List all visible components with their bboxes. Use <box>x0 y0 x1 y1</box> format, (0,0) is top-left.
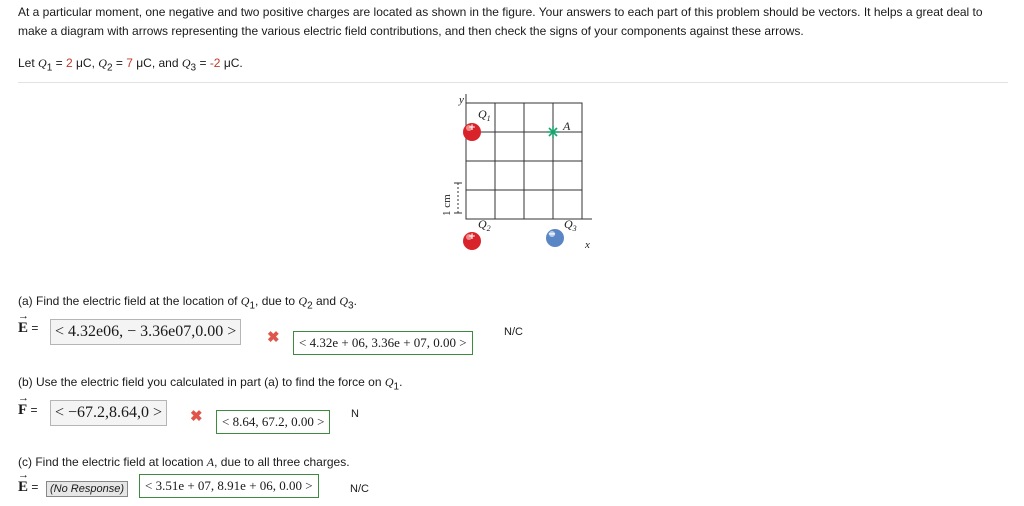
divider <box>18 82 1008 83</box>
q3-symbol: Q <box>181 56 191 70</box>
q2-value: 7 <box>126 56 133 70</box>
q1-symbol: Q <box>38 56 47 70</box>
part-b-answer-field[interactable]: < −67.2,8.64,0 > <box>50 400 167 426</box>
point-a-marker-icon <box>547 126 559 138</box>
q-sub: 3 <box>348 300 354 312</box>
scale-label: 1 cm <box>441 194 453 216</box>
part-b-unit: N <box>351 408 359 420</box>
part-a-text: . <box>353 294 357 308</box>
part-a-text: (a) Find the electric field at the location of <box>18 294 238 308</box>
q3-sub: 3 <box>190 62 197 74</box>
part-c-answer-field[interactable]: (No Response) <box>46 481 128 497</box>
q3-label: $Q_3$ <box>564 217 577 233</box>
eq-sign: = <box>55 56 63 70</box>
eq-sign: = <box>30 403 38 417</box>
e-vector-symbol: → E <box>18 310 29 336</box>
part-c-question <box>18 455 350 470</box>
plus-sign: + <box>468 123 476 133</box>
point-a-label: A <box>563 119 571 133</box>
q-symbol: Q <box>339 294 349 308</box>
q2-positive-charge-icon <box>463 232 481 250</box>
part-c-unit: N/C <box>350 483 369 495</box>
eq-sign: = <box>31 321 39 335</box>
q-sub: 1 <box>393 381 400 393</box>
part-a-unit: N/C <box>504 326 523 338</box>
q3-negative-charge-icon <box>546 229 564 247</box>
x-axis-label: x <box>585 239 590 251</box>
q2-unit: μC <box>136 56 152 70</box>
q1-unit: μC <box>76 56 92 70</box>
q2-sub: 2 <box>106 62 113 74</box>
q1-positive-charge-icon <box>463 123 481 141</box>
q3-unit: μC <box>223 56 240 70</box>
y-axis-label: y <box>459 94 464 106</box>
q2-symbol: Q <box>98 56 107 70</box>
q-symbol: Q <box>298 294 308 308</box>
q1-sub: 1 <box>46 62 53 74</box>
charge-grid-figure <box>430 88 610 258</box>
part-a-answer-field[interactable]: < 4.32e06, − 3.36e07,0.00 > <box>50 319 241 345</box>
q2-label: $Q_2$ <box>478 217 491 233</box>
q-sub: 1 <box>249 300 256 312</box>
given-prefix: Let <box>18 56 35 70</box>
q3-value: -2 <box>209 56 221 70</box>
part-c-correct-answer: < 3.51e + 07, 8.91e + 06, 0.00 > <box>139 474 319 498</box>
eq-sign: = <box>31 480 39 494</box>
f-vector-symbol: → F <box>18 392 29 418</box>
e-vector-symbol: → E <box>18 469 29 495</box>
q1-label: $Q_1$ <box>478 107 491 123</box>
plus-sign: + <box>468 232 476 242</box>
part-b-text: . <box>399 375 403 389</box>
part-a-question <box>18 294 357 311</box>
and-word: and <box>158 56 179 70</box>
eq-sign: = <box>199 56 207 70</box>
part-c-text: (c) Find the electric field at location <box>18 455 204 469</box>
given-values: Let $Q_1 = 2$ μC, $Q_2 = 7$ μC, and $Q_3 = -2$ μC. <box>18 56 243 74</box>
part-a-vector-label <box>18 310 48 340</box>
incorrect-x-icon: ✖ <box>267 329 280 346</box>
part-b-correct-answer: < 8.64, 67.2, 0.00 > <box>216 410 330 434</box>
part-c-vector-label <box>18 469 48 499</box>
part-b-vector-label <box>18 392 48 422</box>
part-a-correct-answer: < 4.32e + 06, 3.36e + 07, 0.00 > <box>293 331 473 355</box>
q1-value: 2 <box>65 56 73 70</box>
q-symbol: Q <box>384 375 394 389</box>
q-sub: 2 <box>307 300 313 312</box>
part-b-question <box>18 375 402 392</box>
q-symbol: Q <box>240 294 250 308</box>
part-a-text: and <box>315 294 337 308</box>
minus-sign: − <box>547 229 557 240</box>
eq-sign: = <box>115 56 123 70</box>
part-b-text: (b) Use the electric field you calculated in part (a) to find the force on <box>18 375 382 389</box>
incorrect-x-icon: ✖ <box>190 408 203 425</box>
problem-intro: At a particular moment, one negative and two positive charges are located as shown in the figure. Your answers to each part of this problem should be vectors. It helps a great deal to make a diagram with arrows representing the various electric field contributions, and then check the signs of your components against these arrows. <box>18 5 983 38</box>
location-symbol: A <box>206 455 215 469</box>
part-c-text: , due to all three charges. <box>214 455 350 469</box>
part-a-text: , due to <box>255 294 296 308</box>
scale-bar <box>441 183 462 216</box>
